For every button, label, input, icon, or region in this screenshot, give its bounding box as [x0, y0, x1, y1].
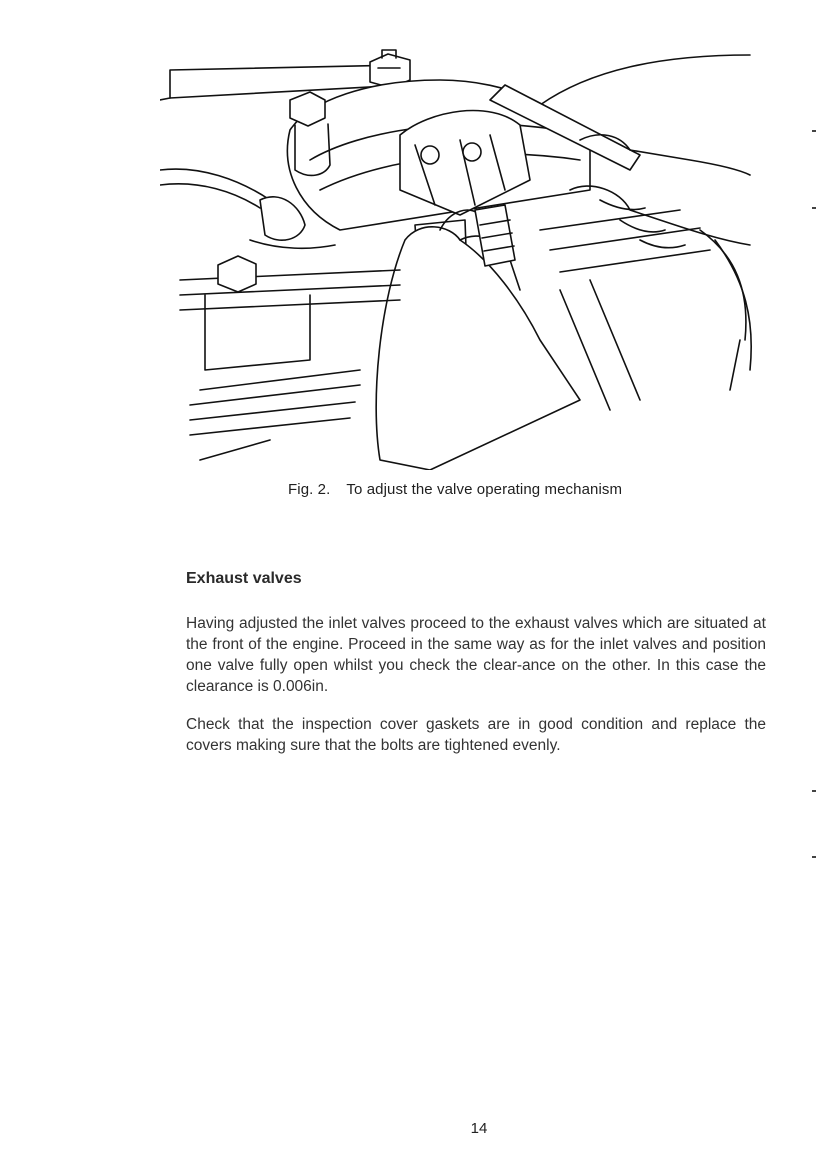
section-heading: Exhaust valves: [186, 570, 302, 587]
page-number: 14: [470, 1120, 488, 1137]
scan-mark: [812, 207, 816, 209]
scan-mark: [812, 856, 816, 858]
paragraph-inspection-cover: Check that the inspection cover gaskets are in good condition and replace the covers making sure that the bolts are tightened evenly.: [186, 715, 766, 754]
scan-mark: [812, 790, 816, 792]
figure-caption: [288, 481, 622, 498]
figure-caption-text: To adjust the valve operating mechanism: [346, 481, 623, 498]
scan-mark: [812, 130, 816, 132]
paragraph-exhaust-valves: Having adjusted the inlet valves proceed to the exhaust valves which are situated at the front of the engine. Proceed in the same way as for the inlet valves and position one valve fully open whilst you check the clear-ance on the other. In this case the clearance is 0.006in.: [186, 614, 766, 695]
figure-label: Fig. 2.: [288, 481, 331, 498]
engine-valve-illustration: [160, 40, 760, 470]
